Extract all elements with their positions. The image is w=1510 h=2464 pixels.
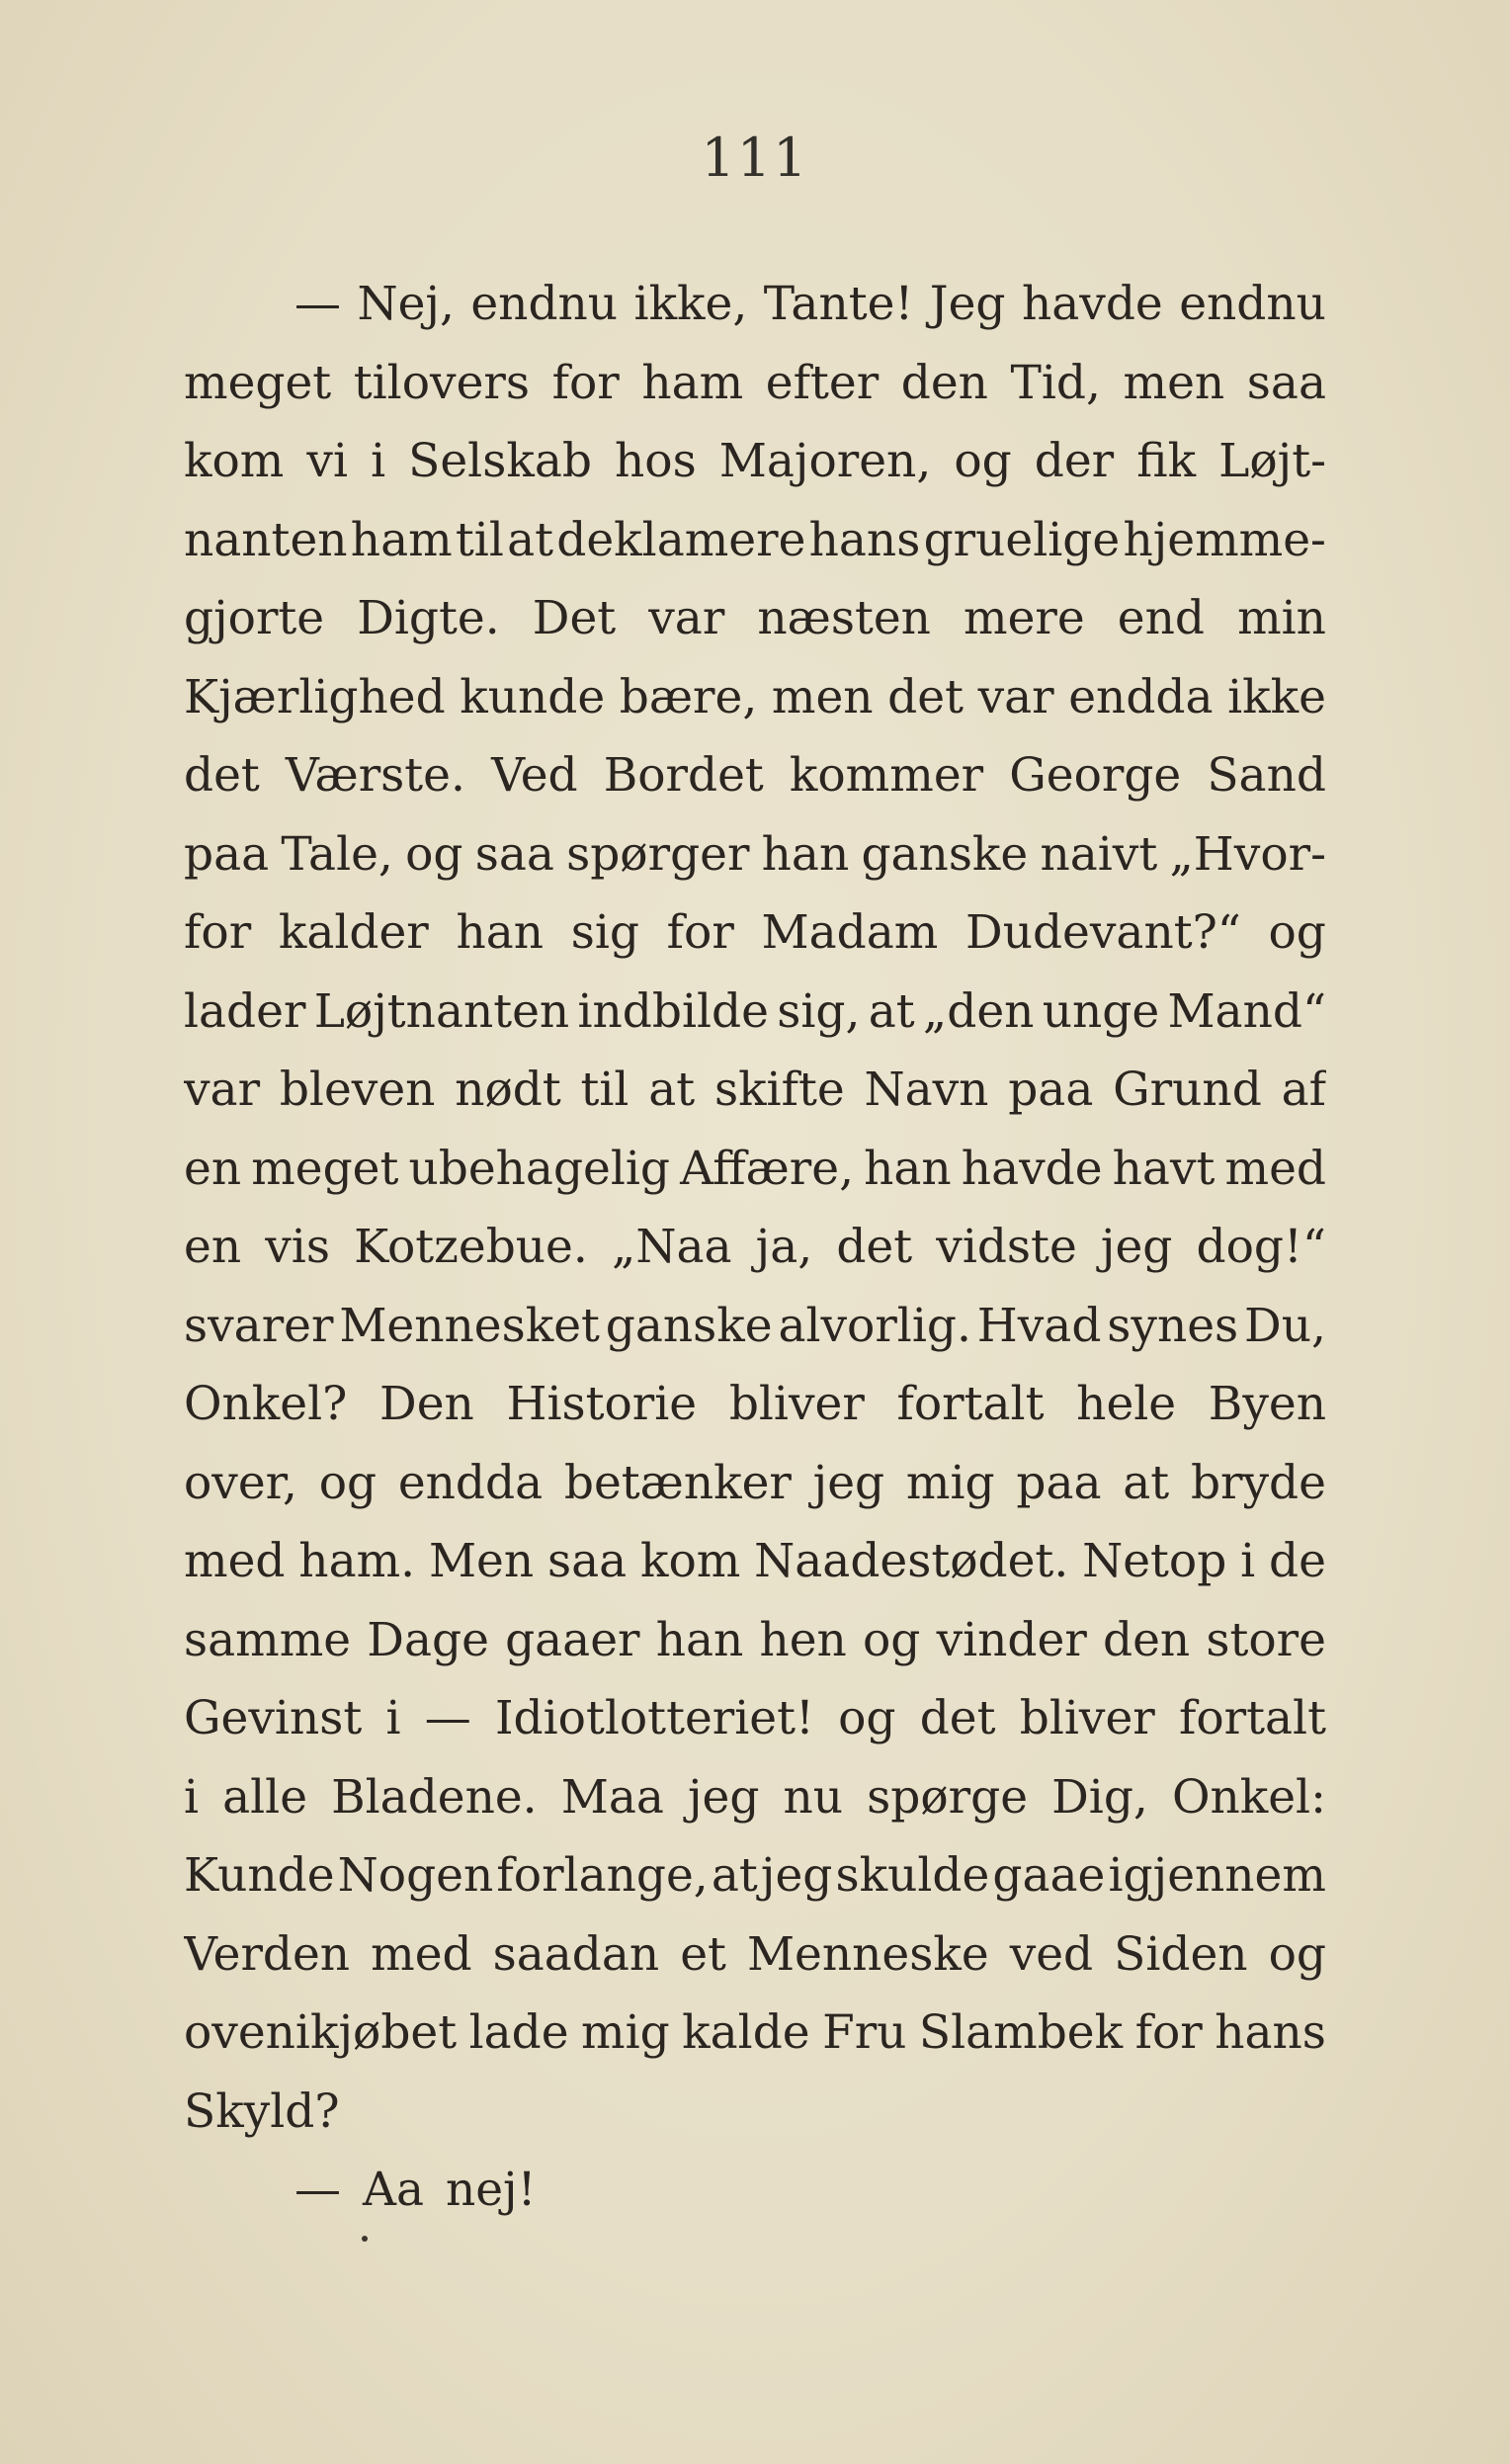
word: fortalt (1178, 1691, 1326, 1745)
word: Det (532, 591, 617, 645)
word: en (184, 1220, 242, 1274)
word: for (1134, 2005, 1203, 2060)
word: efter (765, 355, 880, 410)
text-line (184, 1836, 1326, 1915)
word: en (184, 1141, 242, 1196)
word: nanten (184, 512, 348, 567)
word: — (424, 1691, 471, 1745)
word: dog!“ (1196, 1220, 1326, 1274)
word: igjennem (1108, 1848, 1326, 1903)
text-line (184, 1130, 1326, 1209)
word: indbilde (577, 983, 769, 1039)
word: bleven (279, 1062, 436, 1117)
word: gaae (992, 1848, 1106, 1903)
word: i (371, 434, 386, 488)
word: bliver (728, 1377, 865, 1431)
text-line (184, 1601, 1326, 1680)
text-line (184, 501, 1326, 580)
word: gaaer (505, 1612, 640, 1667)
word: Tale, (281, 826, 393, 882)
word: betænker (563, 1455, 792, 1510)
word: Menneske (746, 1926, 989, 1982)
word: skifte (713, 1062, 845, 1117)
word: Affære, (680, 1141, 855, 1196)
word: svarer (184, 1298, 334, 1353)
word: bliver (1019, 1691, 1155, 1745)
word: store (1206, 1612, 1326, 1667)
word: Kjærlighed (184, 669, 446, 724)
text-line (184, 579, 1326, 658)
text-line (184, 344, 1326, 423)
word: paa (1008, 1062, 1094, 1117)
word: der (1034, 434, 1115, 488)
word: min (1237, 591, 1326, 645)
word: meget (184, 355, 332, 410)
word: de (1269, 1534, 1326, 1588)
word: Digte. (357, 591, 500, 645)
word: nej! (445, 2163, 537, 2217)
word: Naadestødet. (754, 1534, 1069, 1588)
word: den (900, 355, 988, 410)
word: og (1268, 905, 1326, 960)
word: kom (639, 1534, 741, 1588)
word: ubehagelig (408, 1141, 670, 1196)
word: gjorte (184, 591, 325, 645)
word: at (868, 983, 915, 1039)
word: kunde (460, 669, 606, 724)
word: samme (184, 1612, 352, 1667)
word: ham (350, 512, 453, 567)
word: Kotzebue. (354, 1220, 588, 1274)
word: saa (546, 1534, 628, 1588)
word: jeg (812, 1455, 885, 1510)
text-line (184, 736, 1326, 815)
word: Løjtnanten (313, 983, 570, 1039)
word: „Hvor- (1169, 826, 1326, 882)
text-line (184, 1994, 1326, 2073)
word: at (648, 1062, 696, 1117)
word: end (1117, 591, 1205, 645)
word: ham (641, 355, 744, 410)
word: vis (265, 1220, 330, 1274)
word: og (838, 1691, 896, 1745)
word: lade (468, 2005, 569, 2060)
word: hos (615, 434, 697, 488)
word: saa (1246, 355, 1326, 410)
text-line (184, 422, 1326, 501)
word: nu (783, 1769, 844, 1825)
word: Hvad (976, 1298, 1102, 1353)
word: Værste. (285, 748, 465, 803)
word: Dudevant?“ (965, 905, 1241, 960)
page-number: 111 (701, 127, 809, 189)
word: hans (1215, 2005, 1326, 2060)
text-line (184, 1915, 1326, 1995)
word: den (1102, 1612, 1191, 1667)
word: i (385, 1691, 401, 1745)
word: paa (184, 826, 270, 882)
body-text (184, 265, 1326, 2230)
word: deklamere (556, 512, 806, 567)
text-line (184, 893, 1326, 973)
word: Nej, (357, 277, 455, 331)
word: det (887, 669, 964, 724)
word: hele (1076, 1377, 1177, 1431)
word: for (184, 905, 252, 960)
word: Dig, (1051, 1769, 1148, 1825)
word: Løjt- (1218, 434, 1326, 488)
word: Majoren, (718, 434, 932, 488)
text-line (184, 1758, 1326, 1837)
word: hans (808, 512, 921, 567)
word: at (1123, 1455, 1170, 1510)
word: han (761, 826, 850, 882)
word: kalder (278, 905, 429, 960)
word: bryde (1190, 1455, 1326, 1510)
word: vi (306, 434, 348, 488)
word: spørge (867, 1769, 1029, 1825)
word: men (771, 669, 874, 724)
word: Maa (560, 1769, 664, 1825)
word: med (371, 1926, 472, 1982)
word: og (318, 1455, 378, 1510)
word: kommer (789, 748, 984, 803)
word: var (977, 669, 1054, 724)
text-line (184, 1208, 1326, 1287)
word: „den (922, 983, 1035, 1039)
word: Mennesket (339, 1298, 600, 1353)
word: kom (184, 434, 285, 488)
word: Navn (864, 1062, 989, 1117)
text-line (184, 658, 1326, 737)
word: for (666, 905, 734, 960)
word: Tante! (763, 277, 914, 331)
word: endnu (1179, 277, 1326, 331)
word: skulde (835, 1848, 990, 1903)
text-line (184, 1522, 1326, 1601)
word: kalde (682, 2005, 810, 2060)
word: et (680, 1926, 726, 1982)
word: Sand (1207, 748, 1326, 803)
word: Bladene. (331, 1769, 538, 1825)
word: jeg (1100, 1220, 1173, 1274)
word: og (405, 826, 463, 882)
word: det (919, 1691, 996, 1745)
word: Den (379, 1377, 474, 1431)
word: ved (1009, 1926, 1094, 1982)
word: og (1268, 1926, 1326, 1982)
word: og (954, 434, 1012, 488)
text-line (184, 1365, 1326, 1444)
text-line (184, 2073, 1326, 2152)
word: havde (1021, 277, 1163, 331)
text-line (184, 1679, 1326, 1758)
word: Siden (1114, 1926, 1248, 1982)
text-line (184, 1444, 1326, 1523)
word: ikke, (633, 277, 748, 331)
word: med (184, 1534, 286, 1588)
word: naivt (1040, 826, 1158, 882)
word: Idiotlotteriet! (494, 1691, 814, 1745)
word: sig, (777, 983, 861, 1039)
word: Fru (822, 2005, 907, 2060)
word: ganske (605, 1298, 773, 1353)
word: George (1009, 748, 1182, 803)
word: vidste (936, 1220, 1077, 1274)
word: fortalt (896, 1377, 1045, 1431)
word: havt (1112, 1141, 1216, 1196)
word: havde (961, 1141, 1103, 1196)
word: men (1123, 355, 1225, 410)
word: endda (397, 1455, 544, 1510)
word: mig (905, 1455, 995, 1510)
word: meget (251, 1141, 399, 1196)
word: — (294, 277, 341, 331)
word: Dage (367, 1612, 489, 1667)
word: spørger (566, 826, 750, 882)
word: Du, (1244, 1298, 1326, 1353)
word: alle (222, 1769, 308, 1825)
word: ganske (861, 826, 1029, 882)
word: var (648, 591, 725, 645)
word: Skyld? (184, 2083, 340, 2139)
word: ham. (298, 1534, 416, 1588)
word: unge (1042, 983, 1160, 1039)
word: til (455, 512, 504, 567)
word: — (294, 2163, 341, 2217)
word: Netop (1082, 1534, 1227, 1588)
word: Jeg (929, 277, 1006, 331)
word: at (507, 512, 554, 567)
word: saadan (492, 1926, 660, 1982)
word: vinder (936, 1612, 1087, 1667)
word: Kunde (184, 1848, 335, 1903)
word: mere (964, 591, 1085, 645)
word: endda (1068, 669, 1214, 724)
word: Nogen (337, 1848, 494, 1903)
word: Historie (506, 1377, 698, 1431)
word: mig (581, 2005, 670, 2060)
word: det (836, 1220, 913, 1274)
word: over, (184, 1455, 297, 1510)
word: han (655, 1612, 744, 1667)
word: Men (428, 1534, 535, 1588)
word: at (711, 1848, 758, 1903)
word: hen (759, 1612, 847, 1667)
word: fik (1136, 434, 1197, 488)
word: med (1224, 1141, 1326, 1196)
word: lader (184, 983, 306, 1039)
word: det (184, 748, 260, 803)
word: var (184, 1062, 261, 1117)
word: Mand“ (1167, 983, 1326, 1039)
word: Grund (1113, 1062, 1262, 1117)
text-line (184, 2151, 1326, 2230)
word: han (456, 905, 545, 960)
word: Gevinst (184, 1691, 363, 1745)
text-line (184, 815, 1326, 894)
word: forlange, (496, 1848, 709, 1903)
word: Madam (761, 905, 939, 960)
word: sig (570, 905, 639, 960)
word: Onkel? (184, 1377, 348, 1431)
word: jeg (760, 1848, 833, 1903)
word: Tid, (1010, 355, 1101, 410)
word: til (580, 1062, 629, 1117)
word: Ved (491, 748, 578, 803)
word: jeg (687, 1769, 760, 1825)
word: saa (474, 826, 554, 882)
word: Selskab (408, 434, 592, 488)
word: bære, (619, 669, 758, 724)
word: „Naa (611, 1220, 732, 1274)
word: ja, (755, 1220, 813, 1274)
word: for (551, 355, 620, 410)
word: gruelige (923, 512, 1121, 567)
word: synes (1107, 1298, 1239, 1353)
text-line (184, 1051, 1326, 1130)
word: Onkel: (1171, 1769, 1326, 1825)
word: Bordet (603, 748, 764, 803)
word: ovenikjøbet (184, 2005, 458, 2060)
word: og (862, 1612, 921, 1667)
ink-speck (362, 2236, 368, 2242)
word: Slambek (918, 2005, 1124, 2060)
word: han (864, 1141, 952, 1196)
word: hjemme- (1123, 512, 1326, 567)
word: endnu (470, 277, 619, 331)
word: alvorlig. (778, 1298, 971, 1353)
word: Verden (184, 1926, 351, 1982)
text-line (184, 265, 1326, 344)
word: tilovers (353, 355, 530, 410)
word: paa (1016, 1455, 1102, 1510)
text-line (184, 973, 1326, 1052)
word: Aa (363, 2163, 424, 2217)
word: i (1240, 1534, 1256, 1588)
word: næsten (757, 591, 931, 645)
word: nødt (455, 1062, 561, 1117)
text-line (184, 1287, 1326, 1366)
word: af (1281, 1062, 1326, 1117)
word: Byen (1208, 1377, 1326, 1431)
word: i (184, 1769, 200, 1825)
word: ikke (1227, 669, 1326, 724)
